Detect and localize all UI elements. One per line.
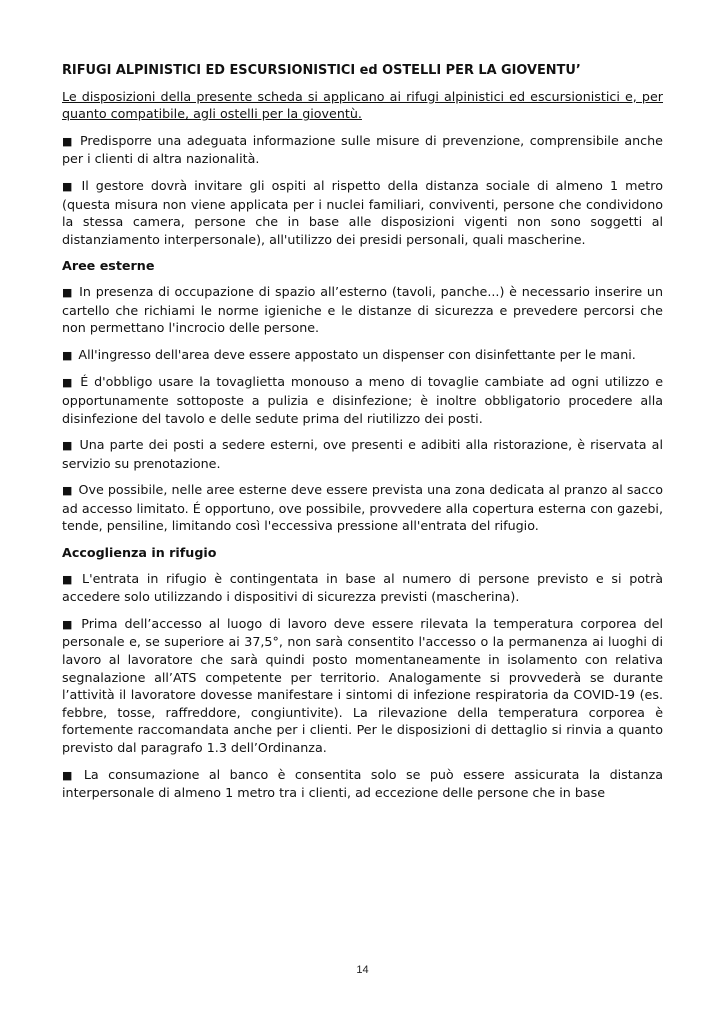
- section-heading: Aree esterne: [62, 258, 155, 274]
- bullet-icon: ■: [62, 348, 73, 362]
- paragraph-text: Ove possibile, nelle aree esterne deve essere prevista una zona dedicata al pranzo al sacco ad accesso limitato. É opportuno, ove possibile, provvedere alla copertura esterna con gazebi, tende, pensiline, limitando così l'eccessiva pressione all'entrata del rifugio.: [62, 482, 663, 534]
- paragraph: [62, 177, 663, 248]
- paragraph-text: La consumazione al banco è consentita solo se può essere assicurata la distanza interpersonale di almeno 1 metro tra i clienti, ad eccezione delle persone che in base: [62, 766, 663, 801]
- document-page: [62, 62, 663, 811]
- document-title: RIFUGI ALPINISTICI ED ESCURSIONISTICI ed OSTELLI PER LA GIOVENTU’: [62, 63, 581, 78]
- page-number: 14: [356, 964, 369, 976]
- bullet-icon: ■: [62, 484, 73, 498]
- bullet-icon: ■: [62, 768, 78, 782]
- paragraph: [62, 132, 663, 168]
- paragraph: [62, 283, 663, 337]
- paragraph-text: L'entrata in rifugio è contingentata in base al numero di persone previsto e si potrà accedere solo utilizzando i dispositivi di sicurezza previsti (mascherina).: [62, 570, 663, 605]
- paragraph-text: Prima dell’accesso al luogo di lavoro deve essere rilevata la temperatura corporea del personale e, se superiore ai 37,5°, non sarà consentito l'accesso o la permanenza ai luoghi di lavoro al lavoratore che sarà quindi posto momentaneamente in isolamento con relativa segnalazione all’ATS competente per territorio. Analogamente si provvederà se durante l’attività il lavoratore dovesse manifestare i sintomi di infezione respiratoria da COVID-19 (es. febbre, tosse, raffreddore, congiuntivite). La rilevazione della temperatura corporea è fortemente raccomandata anche per i clienti. Per le disposizioni di dettaglio si rinvia a quanto previsto dal paragrafo 1.3 dell’Ordinanza.: [62, 615, 663, 755]
- paragraph-text: Il gestore dovrà invitare gli ospiti al rispetto della distanza sociale di almeno 1 metro (questa misura non viene applicata per i nuclei familiari, conviventi, persone che condividono la stessa camera, persone che in base alle disposizioni vigenti non sono soggetti al distanziamento interpersonale), all'utilizzo dei presidi personali, quali mascherine.: [62, 177, 663, 247]
- paragraph-text: Una parte dei posti a sedere esterni, ove presenti e adibiti alla ristorazione, è riservata al servizio su prenotazione.: [62, 437, 663, 471]
- bullet-icon: ■: [62, 179, 76, 193]
- paragraph-text: É d'obbligo usare la tovaglietta monouso a meno di tovaglie cambiate ad ogni utilizzo e opportunamente sottoposte a pulizia e disinfezione; è inoltre obbligatorio procedere alla disinfezione del tavolo e delle sedute prima del riutilizzo dei posti.: [62, 374, 663, 426]
- bullet-icon: ■: [62, 134, 74, 148]
- paragraph-text: In presenza di occupazione di spazio all’esterno (tavoli, panche...) è necessario inserire un cartello che richiami le norme igieniche e le distanze di sicurezza e prevedere percorsi che non permettano l'incrocio delle persone.: [62, 283, 663, 336]
- paragraph: [62, 346, 663, 365]
- bullet-icon: ■: [62, 285, 74, 299]
- paragraph: [62, 481, 663, 535]
- paragraph: [62, 436, 663, 472]
- bullet-icon: ■: [62, 376, 75, 390]
- paragraph-text: All'ingresso dell'area deve essere appostato un dispenser con disinfettante per le mani.: [78, 346, 636, 362]
- bullet-icon: ■: [62, 617, 76, 631]
- paragraph-text: Predisporre una adeguata informazione sulle misure di prevenzione, comprensibile anche per i clienti di altra nazionalità.: [62, 132, 663, 167]
- paragraph: [62, 373, 663, 427]
- paragraph: [62, 615, 663, 757]
- section-heading: Accoglienza in rifugio: [62, 545, 217, 561]
- bullet-icon: ■: [62, 572, 77, 586]
- intro-paragraph: Le disposizioni della presente scheda si applicano ai rifugi alpinistici ed escursionistici e, per quanto compatibile, agli ostelli per la gioventù.: [62, 88, 663, 122]
- paragraph: [62, 766, 663, 802]
- bullet-icon: ■: [62, 439, 74, 453]
- paragraph: [62, 570, 663, 606]
